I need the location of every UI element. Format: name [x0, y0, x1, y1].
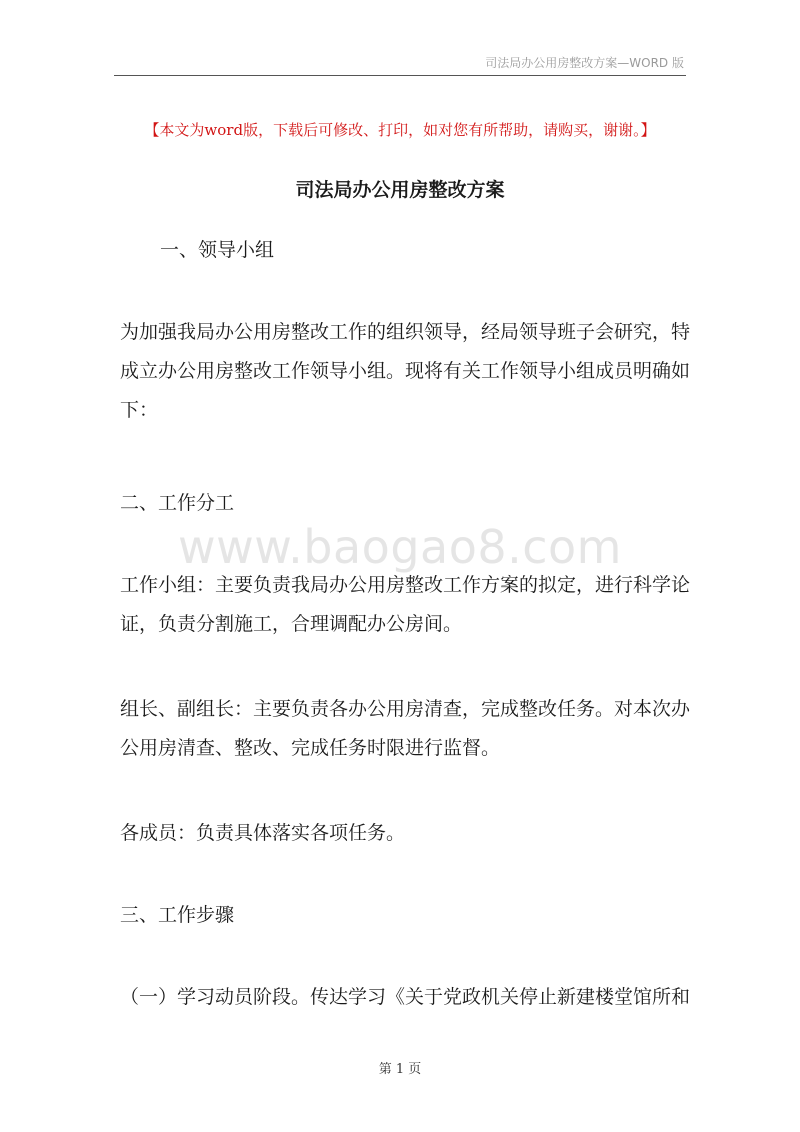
- purchase-notice: 【本文为word版，下载后可修改、打印，如对您有所帮助，请购买，谢谢。】: [144, 121, 656, 139]
- section-heading-leadership: 一、领导小组: [160, 239, 275, 261]
- document-title: 司法局办公用房整改方案: [295, 179, 505, 201]
- paragraph-leadership: 为加强我局办公用房整改工作的组织领导，经局领导班子会研究，特成立办公用房整改工作领导小组。现将有关工作领导小组成员明确如下：: [120, 321, 691, 421]
- running-header: 司法局办公用房整改方案—WORD 版: [485, 56, 684, 70]
- paragraph-members: 各成员：负责具体落实各项任务。: [120, 822, 406, 844]
- paragraph-leaders: 组长、副组长：主要负责各办公用房清查，完成整改任务。对本次办公用房清查、整改、完成任务时限进行监督。: [120, 698, 691, 759]
- paragraph-step-one: （一）学习动员阶段。传达学习《关于党政机关停止新建楼堂馆所和: [120, 986, 691, 1008]
- site-watermark: www.baogao8.com: [178, 520, 622, 574]
- section-heading-division: 二、工作分工: [120, 492, 235, 514]
- section-heading-steps: 三、工作步骤: [120, 904, 235, 926]
- page-number: 第 1 页: [378, 1062, 422, 1077]
- header-divider: [114, 75, 686, 76]
- paragraph-work-group: 工作小组：主要负责我局办公用房整改工作方案的拟定，进行科学论证，负责分割施工，合理调配办公房间。: [120, 574, 691, 635]
